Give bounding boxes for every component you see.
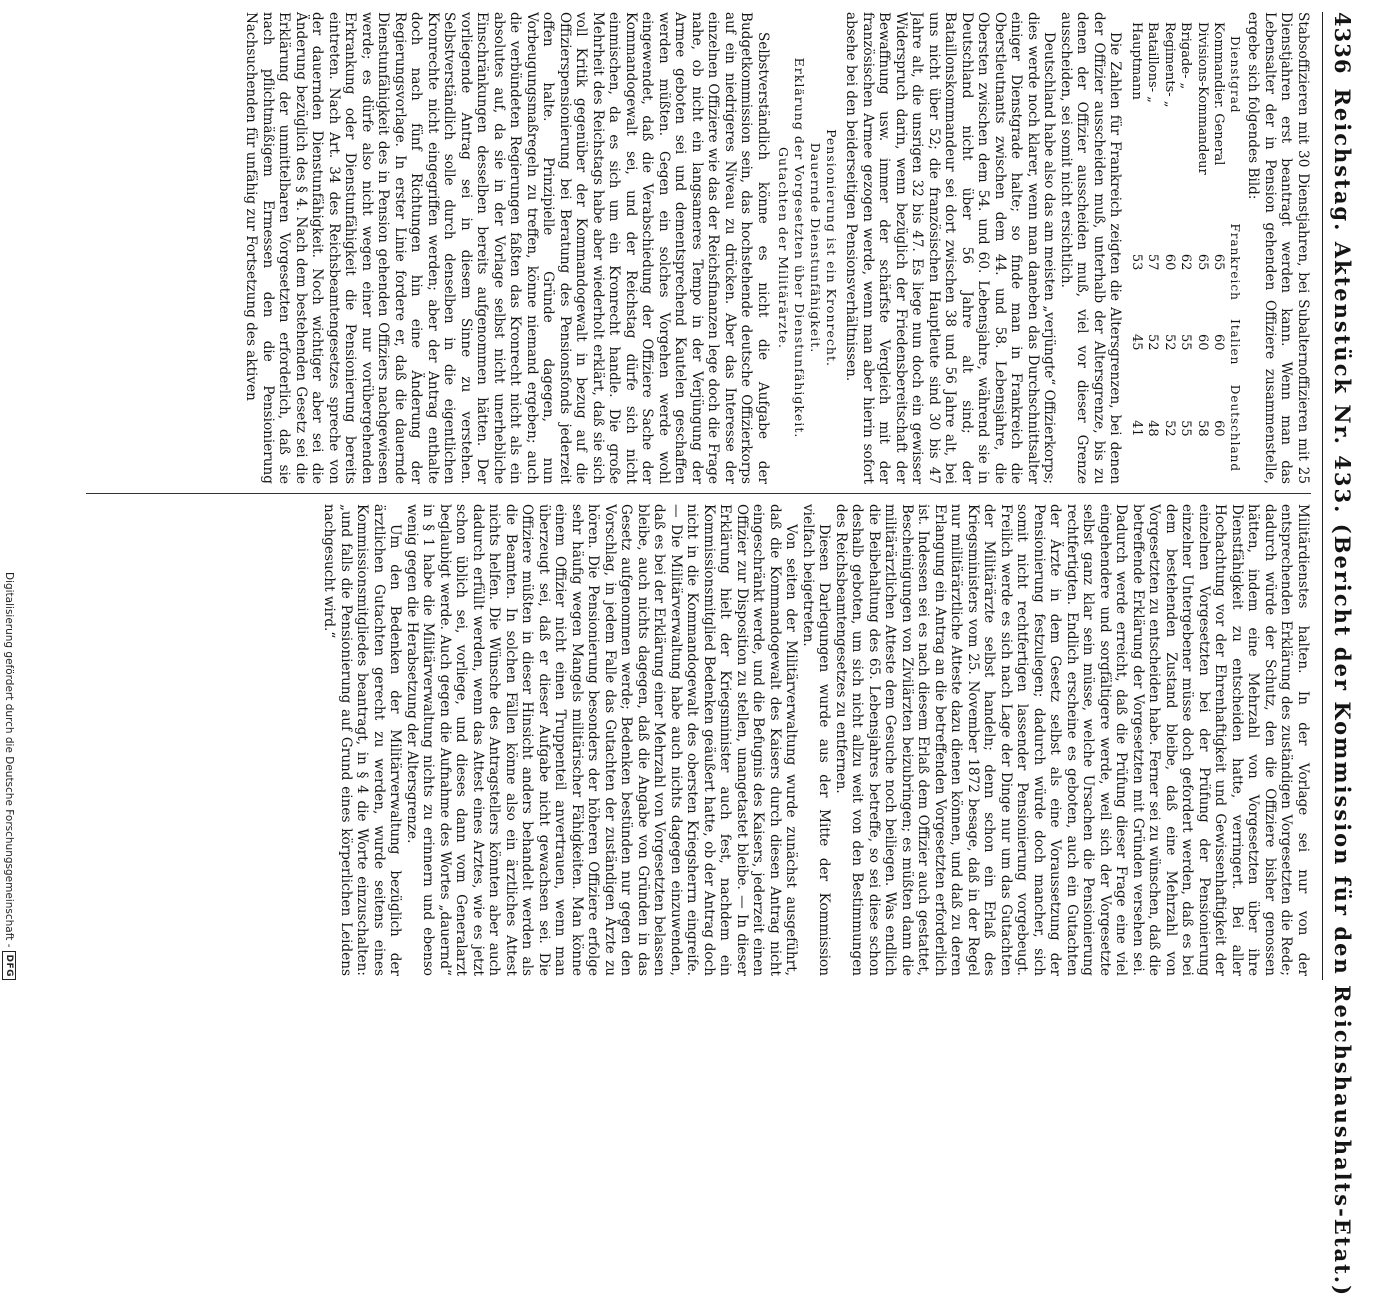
table-row <box>1144 12 1161 484</box>
table-cell: 60 <box>1211 420 1227 437</box>
section-headings <box>775 12 839 484</box>
table-cell: Brigade- „ <box>1178 22 1194 90</box>
table-header: Frankreich <box>1228 223 1242 301</box>
table-cell: 53 <box>1129 253 1144 271</box>
table-cell: 55 <box>1178 333 1194 351</box>
table-row <box>1210 12 1227 484</box>
section-heading: Dauernde Dienstunfähigkeit. <box>808 142 823 354</box>
body-paragraph: Die Zahlen für Frankreich zeigten die Altersgrenzen, bei denen der Offizier ausscheiden muß, unterhalb der Altersgrenze, bis zu denen der Offizier ausscheiden muß, viel vor dieser Grenze ausscheiden, sei somit nicht ersichtlich. <box>1058 12 1124 484</box>
table-row <box>1128 12 1145 484</box>
table-row <box>1194 12 1211 484</box>
section-heading: Erklärung der Vorgesetzten über Dienstunfähigkeit. <box>792 57 807 439</box>
table-cell: 60 <box>1195 333 1210 351</box>
header-title: Reichstag. Aktenstück Nr. 433. (Bericht der Kommission für den Reichshaushalts-Etat.) <box>1330 88 1356 1297</box>
body-paragraph: Selbstverständlich könne es nicht die Aufgabe der Budgetkommission sein, das hochstehende deutsche Offizierkorps auf ein niedrigeres Niveau zu drücken. Aber das Interesse der einzelnen Offiziere wie das der Reichsfinanzen lege doch die Frage nahe, ob nicht ein langsameres Tempo in der Verjüngung der Armee geboten sei und dementsprechend Kautelen geschaffen werden müßten. Gegen ein solches Vorgehen werde wohl eingewendet, daß die Verabschiedung der Offiziere Sache der Kommandogewalt sei, und der Reichstag dürfe sich nicht einmischen, da es sich um ein Kronrecht handle. Die große Mehrheit des Reichstags habe aber wiederholt erklärt, daß sie sich voll Kritik gegenüber der Kommandogewalt in bezug auf die Offizierspensionierung bei Beratung des Pensionsfonds jederzeit offen halte. Prinzipielle Gründe dagegen, nun Vorbeugungsmaßregeln zu treffen, könne niemand ergeben; auch die verbündeten Regierungen faßten das Kronrecht nicht als ein absolutes auf, da sie in der Vorlage selbst nicht unerhebliche Einschränkungen desselben bereits aufgenommen hätten. Der vorliegende Antrag sei in diesem Sinne zu verstehen. Selbstverständlich solle durch denselben in die eigentlichen Kronrechte nicht eingegriffen werden; aber der Antrag enthalte doch nach fünf Richtungen hin eine Änderung der Regierungsvorlage. In erster Linie fordere er, daß die dauernde Dienstunfähigkeit des in Pension gehenden Offiziers nachgewiesen werde; es dürfe also nicht wegen einer nur vorübergehenden Erkrankung oder Dienstunfähigkeit die Pensionierung bereits eintreten. Nach Art. 34 des Reichsbeamtengesetzes spreche von der dauernden Dienstunfähigkeit. Noch wichtiger aber sei die Änderung bezüglich des § 4. Nach dem bestehenden Gesetz sei die Erklärung der unmittelbaren Vorgesetzten erforderlich, daß sie nach pflichtmäßigem Ermessen den die Pensionierung Nachsuchenden für unfähig zur Fortsetzung des aktiven <box>243 12 771 484</box>
table-cell: 48 <box>1145 420 1161 437</box>
table-header: Italien <box>1228 319 1242 366</box>
body-paragraph: Militärdienstes halten. In der Vorlage sei nur von der entsprechenden Erklärung des zuständigen Vorgesetzten die Rede; dadurch würde der Schutz, den die Offiziere bisher genossen hätten, indem eine Mehrzahl von Vorgesetzten über ihre Dienstfähigkeit zu entscheiden hatte, verringert. Bei aller Hochachtung vor der Ehrenhaftigkeit und Gewissenhaftigkeit der einzelnen Vorgesetzten bei der Prüfung der Pensionierung einzelner Untergebener müsse doch gefordert werden, daß es bei dem bestehenden Zustand bleibe, daß eine Mehrzahl von Vorgesetzten zu entscheiden habe. Ferner sei zu wünschen, daß die betreffende Erklärung der Vorgesetzten mit Gründen versehen sei. Dadurch werde erreicht, daß die Prüfung dieser Frage eine viel eingehendere und sorgfältigere werde, weil sich der Vorgesetzte selbst ganz klar sein müsse, welche Ursachen die Pensionierung rechtfertigten. Endlich erscheine es geboten, auch ein Gutachten der Ärzte in dem Gesetz selbst als eine Voraussetzung der Pensionierung festzulegen; dadurch würde doch mancher, sich somit nicht rechtfertigen lassender Pensionierung vorgebeugt. Freilich werde es sich nach Lage der Dinge nur um das Gutachten der Militärärzte selbst handeln; denn schon ein Erlaß des Kriegsministers vom 25. November 1872 besage, daß in der Regel nur militärärztliche Atteste dazu dienen können, und daß zu deren Erlangung ein Antrag an die betreffenden Vorgesetzten erforderlich ist. Indessen sei es nach diesem Erlaß dem Offizier auch gestattet, Bescheinigungen von Zivilärzten beizubringen; es müßten dann die militärärztlichen Atteste dem Gesuche noch beiliegen. Was endlich die Beibehaltung des 65. Lebensjahres betreffe, so sei diese schon deshalb geboten, um sich nicht allzu weit von den Bestimmungen des Reichsbeamtengesetzes zu entfernen. <box>833 504 1311 976</box>
table-row <box>1177 12 1194 484</box>
intro-paragraph: Stabsoffizieren mit 30 Dienstjahren, bei Subalternoffizieren mit 25 Dienstjahren erst beantragt werden kann. Wenn man das Lebensalter der in Pension gehenden Offiziere zusammenstelle, ergebe sich folgendes Bild: <box>1245 12 1311 484</box>
digitization-footer <box>1 200 17 1000</box>
body-paragraph: Diesen Darlegungen wurde aus der Mitte der Kommission vielfach beigetreten. <box>800 504 833 976</box>
table-cell: 52 <box>1145 333 1161 351</box>
running-header <box>1322 12 1361 1297</box>
table-cell: 45 <box>1129 333 1144 351</box>
section-heading: Gutachten der Militärärzte. <box>776 146 791 349</box>
table-cell: Hauptmann <box>1129 22 1144 100</box>
table-cell: Regiments- „ <box>1162 22 1177 108</box>
body-paragraph: Um den Bedenken der Militärverwaltung bezüglich der ärztlichen Gutachten gerecht zu werden, wurde seitens eines Kommissionsmitgliedes beantragt, in § 4 die Worte einzuschalten: „und falls die Pensionierung auf Grund eines körperlichen Leidens nachgesucht wird.“ <box>321 504 404 976</box>
table-cell: 65 <box>1195 253 1210 271</box>
table-cell: 60 <box>1162 253 1177 271</box>
table-cell: 65 <box>1211 253 1227 271</box>
table-cell: 58 <box>1195 420 1210 437</box>
body-paragraph: Von seiten der Militärverwaltung wurde zunächst ausgeführt, daß die Kommandogewalt des Kaisers durch diesen Antrag nicht eingeschränkt werde, und die Befugnis des Kaisers, jederzeit einen Offizier zur Disposition zu stellen, unangetastet bleibe. — In dieser Erklärung hielt der Kriegsminister auch fest, nachdem ein Kommissionsmitglied Bedenken geäußert hatte, ob der Antrag doch nicht in die Kommandogewalt des obersten Kriegsherrn eingreife. — Die Militärverwaltung habe auch nichts dagegen einzuwenden, daß es bei der Erklärung einer Mehrzahl von Vorgesetzten belassen bleibe, auch nichts dagegen, daß die Angabe von Gründen in das Gesetz aufgenommen werde; Bedenken bestünden nur gegen den Vorschlag, in jedem Falle das Gutachten der zuständigen Ärzte zu hören. Die Pensionierung besonders der höheren Offiziere erfolge sehr häufig wegen Mangels militärischer Fähigkeiten. Man könne einem Offizier nicht einen Truppenteil anvertrauen, wenn man überzeugt sei, daß er dieser Aufgabe nicht gewachsen sei. Die Offiziere müßten in dieser Hinsicht anders behandelt werden als die Beamten. In solchen Fällen könne also ein ärztliches Attest nichts helfen. Die Wünsche des Antragstellers könnten aber auch dadurch erfüllt werden, wenn das Attest eines Arztes, wie es jetzt schon üblich sei, vorliege, und dieses dann vom Generalarzt beglaubigt werde. Auch gegen die Aufnahme des Wortes „dauernd“ in § 1 habe die Militärverwaltung nichts zu erinnern und ebenso wenig gegen die Herabsetzung der Altersgrenze. <box>404 504 800 976</box>
retirement-age-table <box>1128 12 1244 484</box>
table-cell: 52 <box>1162 333 1177 351</box>
table-cell: 52 <box>1162 420 1177 437</box>
document-page <box>61 12 1361 1297</box>
table-cell: 41 <box>1129 420 1144 437</box>
footer-text: Digitalisierung gefördert durch die Deutsche Forschungsgemeinschaft - <box>3 571 15 948</box>
table-cell: 55 <box>1178 420 1194 437</box>
table-cell: 60 <box>1211 333 1227 351</box>
table-cell: Divisions-Kommandeur <box>1195 22 1210 175</box>
body-paragraph: Deutschland habe also das am meisten „verjüngte“ Offizierkorps; dies werde noch klarer, wenn man daneben das Durchschnittsalter einiger Dienstgrade halte; so finde man in Frankreich die Oberstleutnants zwischen dem 44. und 58. Lebensjahre, die Obersten zwischen dem 54. und 60. Lebensjahre, während sie in Deutschland nicht über 56 Jahre alt sind; der Bataillonskommandeur sei dort zwischen 38 und 56 Jahre alt, bei uns nicht über 52; die französischen Hauptleute sind 30 bis 47 Jahre alt, die unsrigen 32 bis 47. Es liege nun doch ein gewisser Widerspruch darin, wenn bezüglich der Friedensbereitschaft der Bewaffnung usw. immer der schärfste Vergleich mit der französischen Armee gezogen werde, wenn man aber hierin sofort absehe bei den beiderseitigen Pensionsverhältnissen. <box>843 12 1058 484</box>
table-header-row <box>1227 12 1244 484</box>
table-cell: 57 <box>1145 253 1161 271</box>
left-column <box>81 12 1311 484</box>
table-cell: Bataillons- „ <box>1145 22 1161 103</box>
table-header: Dienstgrad <box>1228 36 1242 114</box>
section-heading: Pensionierung ist ein Kronrecht. <box>824 129 839 367</box>
right-column <box>81 504 1311 976</box>
table-cell: 62 <box>1178 253 1194 271</box>
column-divider <box>86 493 1311 494</box>
table-header: Deutschland <box>1228 384 1242 473</box>
dfg-logo-icon: DFG <box>2 951 16 980</box>
table-row <box>1161 12 1178 484</box>
table-cell: Kommandier. General <box>1211 22 1227 166</box>
page-number: 4336 <box>1330 12 1356 75</box>
footer-line <box>1 200 17 980</box>
